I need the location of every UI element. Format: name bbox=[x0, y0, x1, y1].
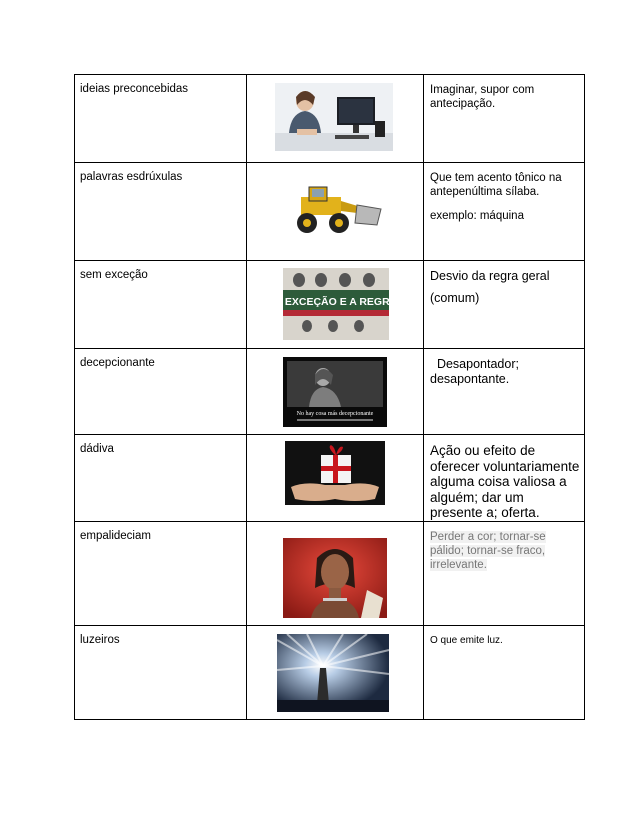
highlighted-definition: Perder a cor; tornar-se pálido; tornar-se fraco, irrelevante. bbox=[430, 530, 546, 571]
definition-example: exemplo: máquina bbox=[430, 210, 524, 222]
image-cell bbox=[247, 261, 424, 349]
table-row bbox=[75, 75, 585, 163]
table-row bbox=[75, 435, 585, 522]
table-row bbox=[75, 625, 585, 719]
term-text: decepcionante bbox=[80, 357, 155, 369]
table-row bbox=[75, 521, 585, 625]
definition-cell bbox=[424, 521, 585, 625]
term-text: luzeiros bbox=[80, 633, 120, 646]
term-text: dádiva bbox=[80, 443, 114, 455]
hands-gift-photo bbox=[285, 441, 385, 505]
term-cell bbox=[75, 75, 247, 163]
table-row bbox=[75, 163, 585, 261]
term-cell bbox=[75, 349, 247, 435]
woman-portrait-photo bbox=[283, 538, 387, 618]
definition-cell bbox=[424, 163, 585, 261]
term-text: ideias preconcebidas bbox=[80, 83, 189, 95]
poster-caption: No hay cosa más decepcionante bbox=[296, 411, 374, 417]
term-text: sem exceção bbox=[80, 269, 148, 281]
image-cell bbox=[247, 625, 424, 719]
lighthouse-beams-photo bbox=[277, 634, 389, 712]
definition-text-2: (comum) bbox=[430, 291, 480, 305]
definition-text: Que tem acento tônico na antepenúltima sílaba. bbox=[430, 172, 562, 198]
book-cover-photo bbox=[274, 268, 398, 340]
wheel-loader-photo bbox=[287, 185, 383, 235]
definition-cell bbox=[424, 349, 585, 435]
office-woman-computer-photo bbox=[275, 83, 393, 151]
term-text: palavras esdrúxulas bbox=[80, 171, 183, 183]
image-cell bbox=[247, 435, 424, 522]
term-cell bbox=[75, 521, 247, 625]
definition-text: Ação ou efeito de oferecer voluntariamente alguma coisa valiosa a alguém; dar um presente a; oferta. bbox=[430, 443, 580, 520]
sad-woman-poster-photo bbox=[283, 357, 387, 427]
image-cell bbox=[247, 521, 424, 625]
term-cell bbox=[75, 261, 247, 349]
table-row bbox=[75, 349, 585, 435]
definition-cell bbox=[424, 75, 585, 163]
definition-cell bbox=[424, 435, 585, 522]
term-cell bbox=[75, 435, 247, 522]
definition-text: Imaginar, supor com antecipação. bbox=[430, 84, 535, 110]
term-cell bbox=[75, 163, 247, 261]
definition-text: O que emite luz. bbox=[430, 634, 503, 646]
term-text: empalideciam bbox=[80, 529, 151, 542]
definition-text: Desapontador; desapontante. bbox=[430, 357, 523, 386]
image-cell bbox=[247, 349, 424, 435]
definition-text: Desvio da regra geral bbox=[430, 269, 550, 283]
definition-text bbox=[430, 530, 580, 572]
definition-cell bbox=[424, 261, 585, 349]
image-cell bbox=[247, 75, 424, 163]
image-cell bbox=[247, 163, 424, 261]
term-cell bbox=[75, 625, 247, 719]
definition-cell bbox=[424, 625, 585, 719]
vocabulary-table bbox=[74, 74, 585, 720]
table-row bbox=[75, 261, 585, 349]
book-cover-title: A EXCEÇÃO E A REGRA bbox=[274, 296, 398, 308]
